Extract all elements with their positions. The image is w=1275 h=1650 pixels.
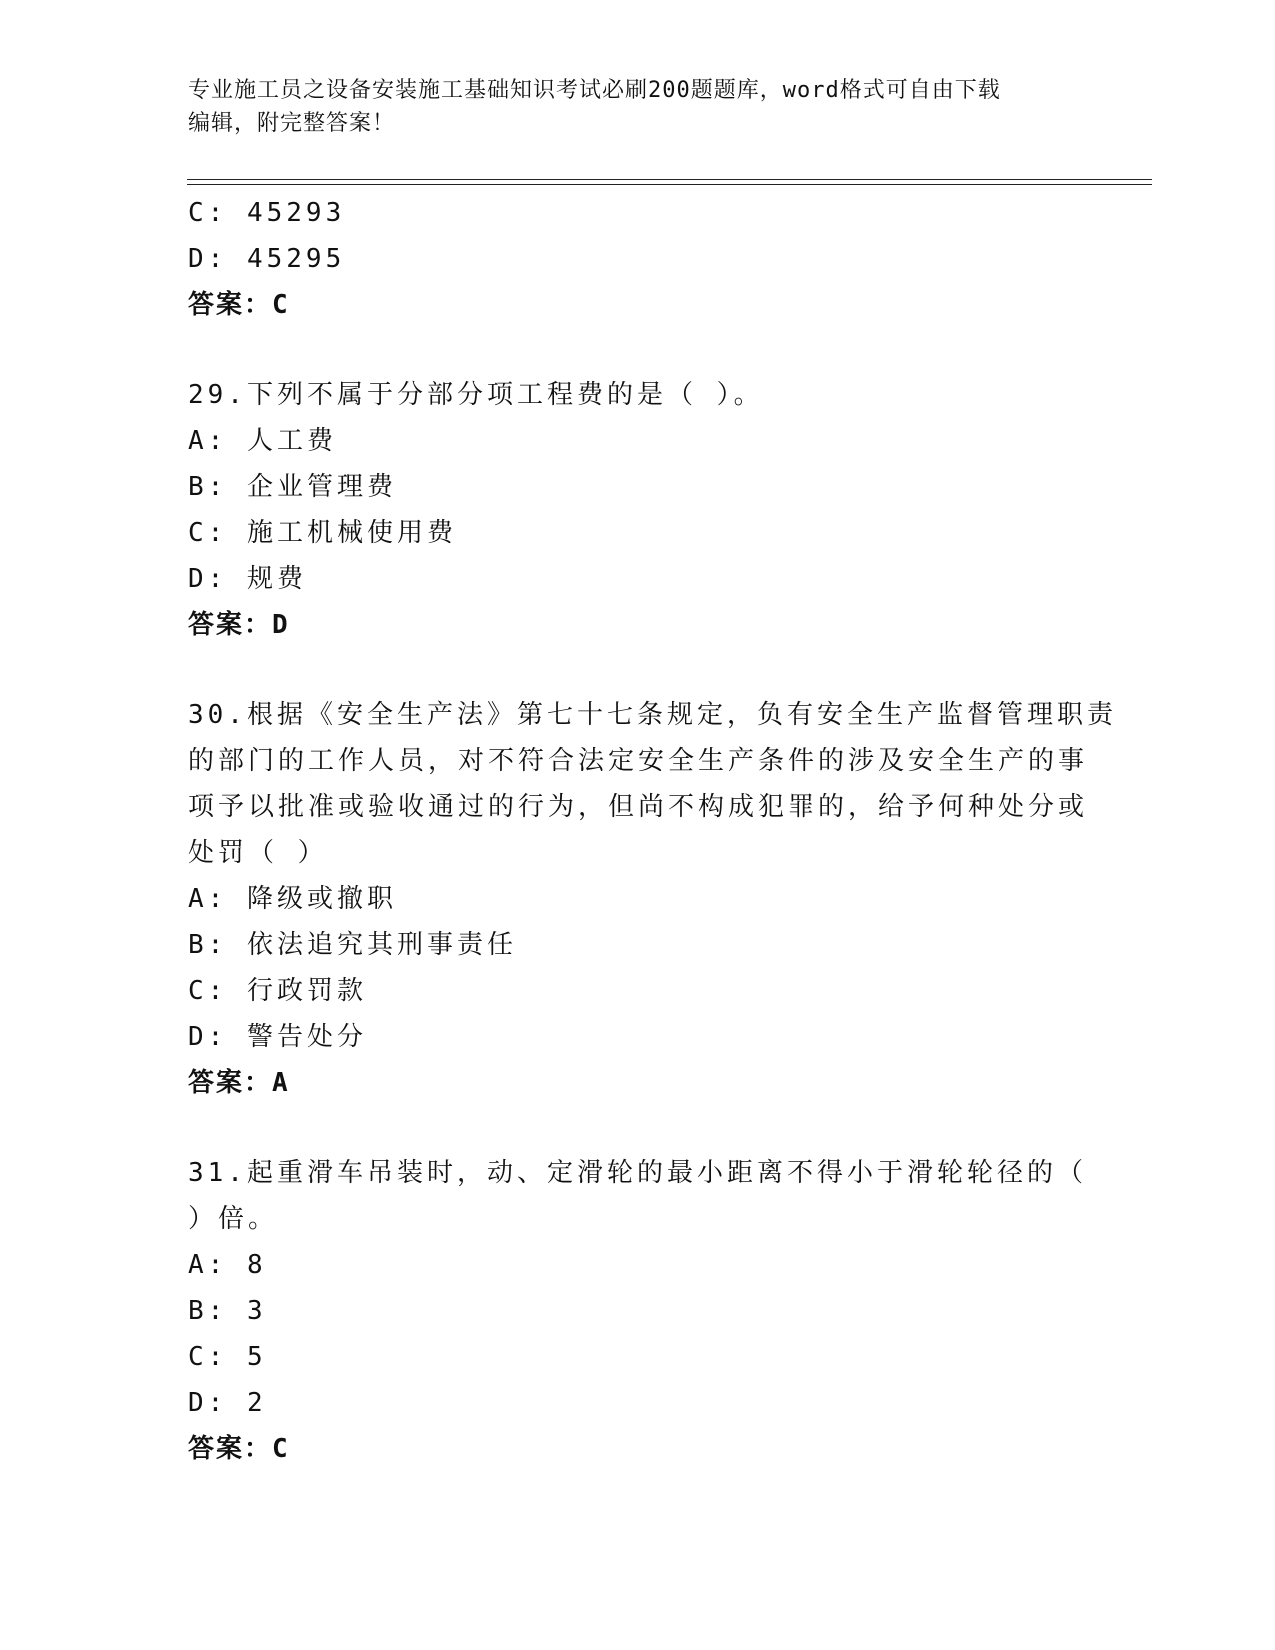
header-line-1: 专业施工员之设备安装施工基础知识考试必刷200题题库，word格式可自由下载 bbox=[188, 78, 1001, 103]
option-c: C: 行政罚款 bbox=[188, 976, 367, 1006]
question-stem: 29.下列不属于分部分项工程费的是（ ）。 bbox=[188, 380, 764, 410]
question-29 bbox=[188, 372, 1088, 648]
question-stem-line-3: 项予以批准或验收通过的行为，但尚不构成犯罪的，给予何种处分或 bbox=[188, 792, 1089, 822]
option-d: D: 规费 bbox=[188, 564, 307, 594]
header-divider-top bbox=[187, 179, 1152, 180]
question-stem-line-2: ）倍。 bbox=[188, 1204, 279, 1234]
option-a: A: 8 bbox=[188, 1250, 267, 1280]
header-divider-bottom bbox=[187, 184, 1152, 185]
option-d: D: 警告处分 bbox=[188, 1022, 367, 1052]
page-header bbox=[188, 74, 1088, 140]
option-b: B: 依法追究其刑事责任 bbox=[188, 930, 517, 960]
question-31 bbox=[188, 1150, 1088, 1472]
question-28 bbox=[188, 190, 1088, 328]
option-b: B: 3 bbox=[188, 1296, 267, 1326]
header-line-2: 编辑，附完整答案！ bbox=[188, 111, 396, 136]
question-list bbox=[188, 190, 1117, 1472]
question-stem-line-1: 30.根据《安全生产法》第七十七条规定，负有安全生产监督管理职责 bbox=[188, 700, 1117, 730]
answer: 答案：D bbox=[188, 610, 290, 640]
question-stem-line-4: 处罚（ ） bbox=[188, 838, 328, 868]
question-stem-line-1: 31.起重滑车吊装时，动、定滑轮的最小距离不得小于滑轮轮径的（ bbox=[188, 1158, 1087, 1188]
option-c: C: 45293 bbox=[188, 198, 346, 228]
question-stem-line-2: 的部门的工作人员，对不符合法定安全生产条件的涉及安全生产的事 bbox=[188, 746, 1089, 776]
answer: 答案：C bbox=[188, 290, 290, 320]
option-c: C: 5 bbox=[188, 1342, 267, 1372]
option-b: B: 企业管理费 bbox=[188, 472, 397, 502]
answer: 答案：C bbox=[188, 1434, 290, 1464]
option-d: D: 45295 bbox=[188, 244, 346, 274]
answer: 答案：A bbox=[188, 1068, 290, 1098]
option-d: D: 2 bbox=[188, 1388, 267, 1418]
option-a: A: 人工费 bbox=[188, 426, 337, 456]
option-c: C: 施工机械使用费 bbox=[188, 518, 457, 548]
question-30 bbox=[188, 692, 1117, 1106]
option-a: A: 降级或撤职 bbox=[188, 884, 397, 914]
